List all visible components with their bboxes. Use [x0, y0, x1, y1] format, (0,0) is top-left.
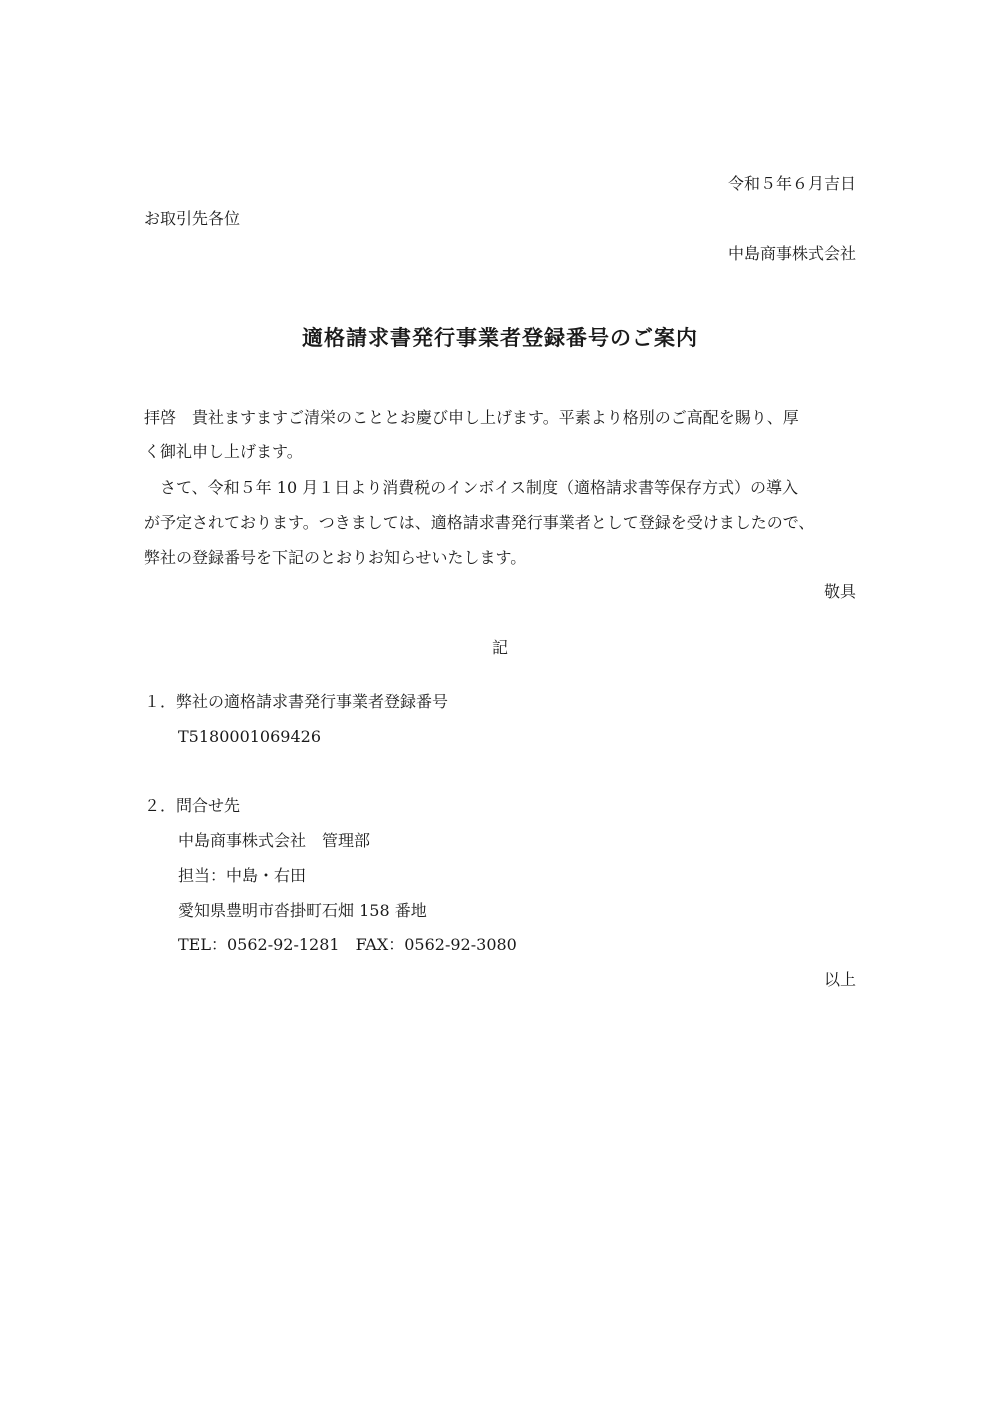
body-line-2: く御礼申し上げます。 — [144, 442, 303, 461]
recipient: お取引先各位 — [144, 209, 241, 228]
document-title: 適格請求書発行事業者登録番号のご案内 — [302, 325, 698, 350]
closing-keigu: 敬具 — [823, 582, 856, 601]
contact-person: 担当：中島・右田 — [178, 866, 307, 885]
body-line-1: 拝啓 貴社ますますご清栄のこととお慶び申し上げます。平素より格別のご高配を賜り、厚 — [144, 408, 799, 427]
item-2-label: ２．問合せ先 — [144, 796, 241, 815]
body-line-3: さて、令和５年 10 月１日より消費税のインボイス制度（適格請求書等保存方式）の導入 — [160, 478, 799, 497]
registration-number: T5180001069426 — [178, 727, 322, 746]
sender-company: 中島商事株式会社 — [727, 244, 856, 263]
contact-company: 中島商事株式会社 管理部 — [178, 831, 371, 850]
body-line-4: が予定されております。つきましては、適格請求書発行事業者として登録を受けましたので、 — [144, 513, 815, 532]
body-line-5: 弊社の登録番号を下記のとおりお知らせいたします。 — [144, 548, 527, 567]
issue-date: 令和５年６月吉日 — [727, 174, 856, 193]
ki-heading: 記 — [491, 638, 508, 657]
contact-address: 愛知県豊明市沓掛町石畑 158 番地 — [178, 901, 427, 920]
closing-ijou: 以上 — [823, 970, 856, 989]
item-1-label: １．弊社の適格請求書発行事業者登録番号 — [144, 692, 449, 711]
contact-phone-fax: TEL：0562-92-1281 FAX：0562-92-3080 — [178, 935, 517, 954]
